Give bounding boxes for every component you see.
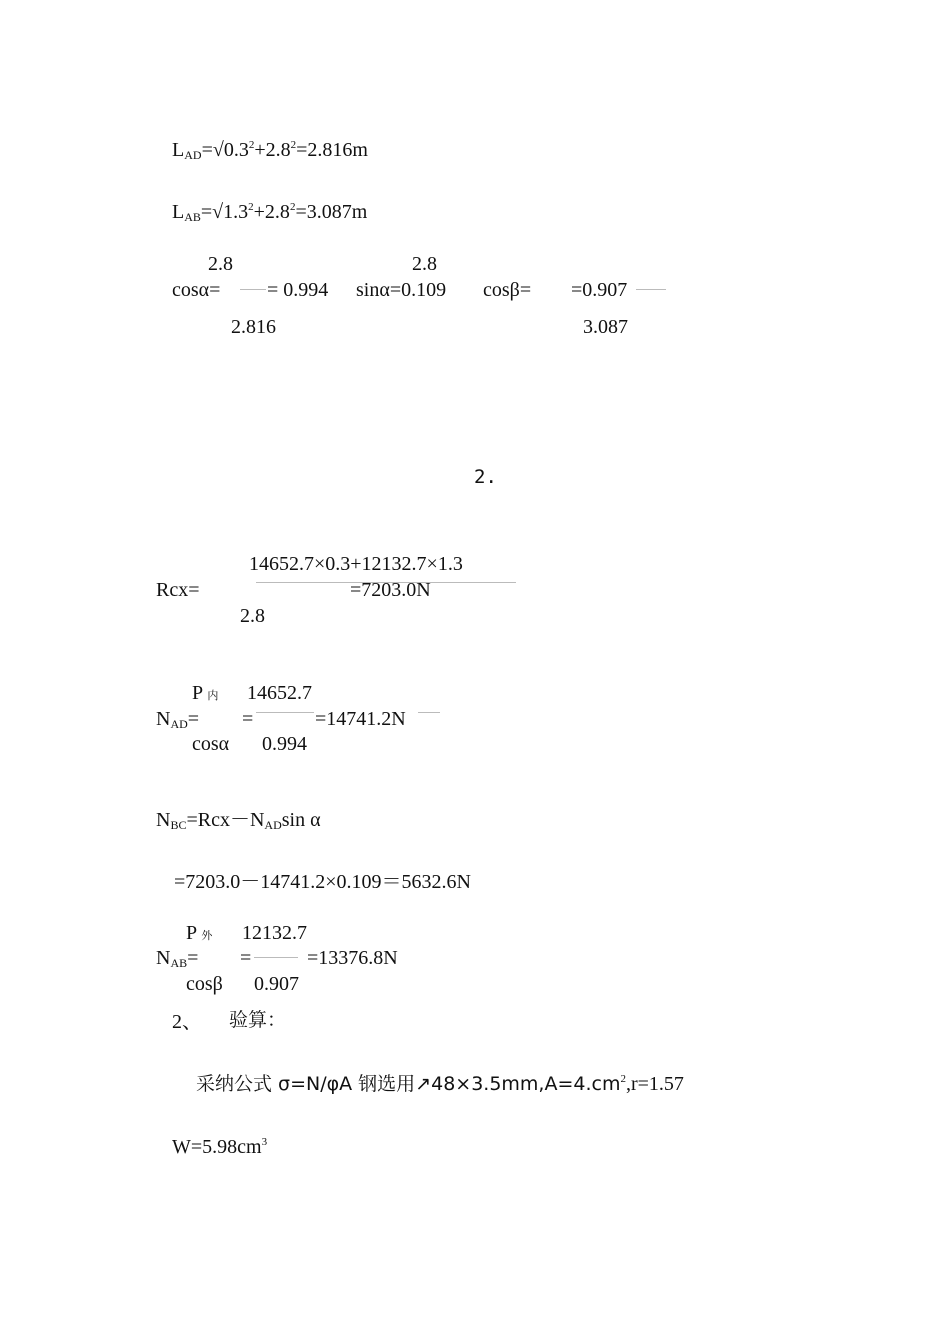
nab-equals: =: [240, 947, 252, 969]
check-number: 2、: [172, 1011, 202, 1033]
nad-equals: =: [242, 708, 254, 730]
cos-alpha-fraction-bar: [240, 289, 266, 290]
cos-beta-denominator: 3.087: [583, 316, 628, 338]
rcx-label: Rcx=: [156, 579, 200, 601]
nab-denominator: 0.907: [254, 973, 299, 995]
equation-lad: $L_{AD}=√0.3^2+2.8^2=2.816m$: [172, 139, 368, 162]
rcx-numerator: 14652.7×0.3+12132.7×1.3: [249, 553, 463, 575]
nab-denominator-symbol: cosβ: [186, 973, 223, 995]
section-number: 2.: [474, 466, 497, 488]
nad-p-numerator: P 内: [192, 682, 219, 704]
cos-alpha-numerator: 2.8: [208, 253, 233, 275]
section-modulus: $W=5.98cm^3$: [172, 1136, 268, 1158]
nab-label: $N_{AB}=$: [156, 947, 199, 970]
nbc-equation: $N_{BC}=Rcx-N_{AD}\sin$ α: [156, 809, 321, 832]
nab-result: =13376.8N: [307, 947, 398, 969]
nad-label: $N_{AD}=$: [156, 708, 200, 731]
nad-fraction-bar-tail: [418, 712, 440, 713]
nad-denominator-symbol: cosα: [192, 733, 230, 755]
nad-fraction-bar: [256, 712, 314, 713]
cos-alpha-denominator: 2.816: [231, 316, 276, 338]
check-title: 验算：: [229, 1009, 287, 1031]
nad-numerator: 14652.7: [247, 682, 312, 704]
cos-alpha-value: = 0.994: [267, 279, 329, 301]
cos-beta-value: =0.907: [571, 279, 628, 301]
nad-result: =14741.2N: [315, 708, 406, 730]
sin-alpha: sinα=0.109: [356, 279, 447, 301]
cos-beta-numerator: 2.8: [412, 253, 437, 275]
nad-denominator: 0.994: [262, 733, 307, 755]
nab-p-numerator: P 外: [186, 922, 213, 944]
cos-alpha-label: cosα=: [172, 279, 221, 301]
cos-beta-fraction-bar: [636, 289, 666, 290]
formula-line: 采纳公式 σ=N/φA 钢选用$↗48\times 3.5mm,A=4.cm^2,r=1.57$: [196, 1073, 684, 1095]
rcx-result: =7203.0N: [350, 579, 431, 601]
nab-numerator: 12132.7: [242, 922, 307, 944]
nbc-calculation: =7203.0－14741.2×0.109＝5632.6N: [174, 871, 472, 893]
cos-beta-label: cosβ=: [483, 279, 532, 301]
rcx-denominator: 2.8: [240, 605, 265, 627]
nab-fraction-bar: [254, 957, 298, 958]
equation-lab: $L_{AB}=√1.3^2+2.8^2=3.087m$: [172, 201, 368, 224]
